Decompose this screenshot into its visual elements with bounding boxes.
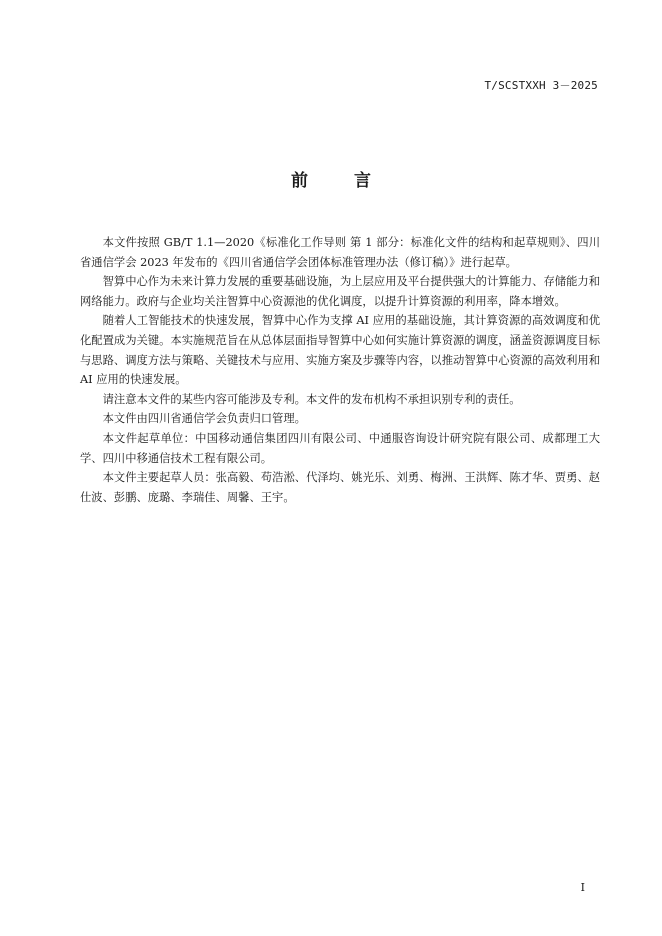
paragraph-drafting-units: 本文件起草单位：中国移动通信集团四川有限公司、中通服咨询设计研究院有限公司、成都理工大学、四川中移通信技术工程有限公司。 <box>80 431 600 465</box>
page-number: I <box>580 881 585 894</box>
paragraph-management: 本文件由四川省通信学会负责归口管理。 <box>102 412 306 426</box>
paragraph-drafters: 本文件主要起草人员：张高毅、苟浩淞、代泽均、姚光乐、刘勇、梅洲、王洪辉、陈才华、贾勇、赵仕波、彭鹏、庞璐、李瑞佳、周馨、王宇。 <box>80 471 600 504</box>
foreword-body <box>80 233 600 507</box>
paragraph-patent-notice: 请注意本文件的某些内容可能涉及专利。本文件的发布机构不承担识别专利的责任。 <box>102 392 521 406</box>
page-title: 前言 <box>291 171 417 191</box>
document-code: T/SCSTXXH 3－2025 <box>484 79 598 92</box>
paragraph-purpose: 随着人工智能技术的快速发展，智算中心作为支撑 AI 应用的基础设施，其计算资源的高效调度和优化配置成为关键。本实施规范旨在从总体层面指导智算中心如何实施计算资源的调度，涵盖资源调度目标与思路、调度方法与策略、关键技术与应用、实施方案及步骤等内容，以推动智算中心资源的高效利用和 AI 应用的快速发展。 <box>80 314 600 387</box>
paragraph-drafting-basis: 本文件按照 GB/T 1.1—2020《标准化工作导则 第 1 部分：标准化文件的结构和起草规则》、四川省通信学会 2023 年发布的《四川省通信学会团体标准管理办法（修订稿）》进行起草。 <box>80 236 600 269</box>
paragraph-background: 智算中心作为未来计算力发展的重要基础设施，为上层应用及平台提供强大的计算能力、存储能力和网络能力。政府与企业均关注智算中心资源池的优化调度，以提升计算资源的利用率，降本增效。 <box>80 275 600 308</box>
